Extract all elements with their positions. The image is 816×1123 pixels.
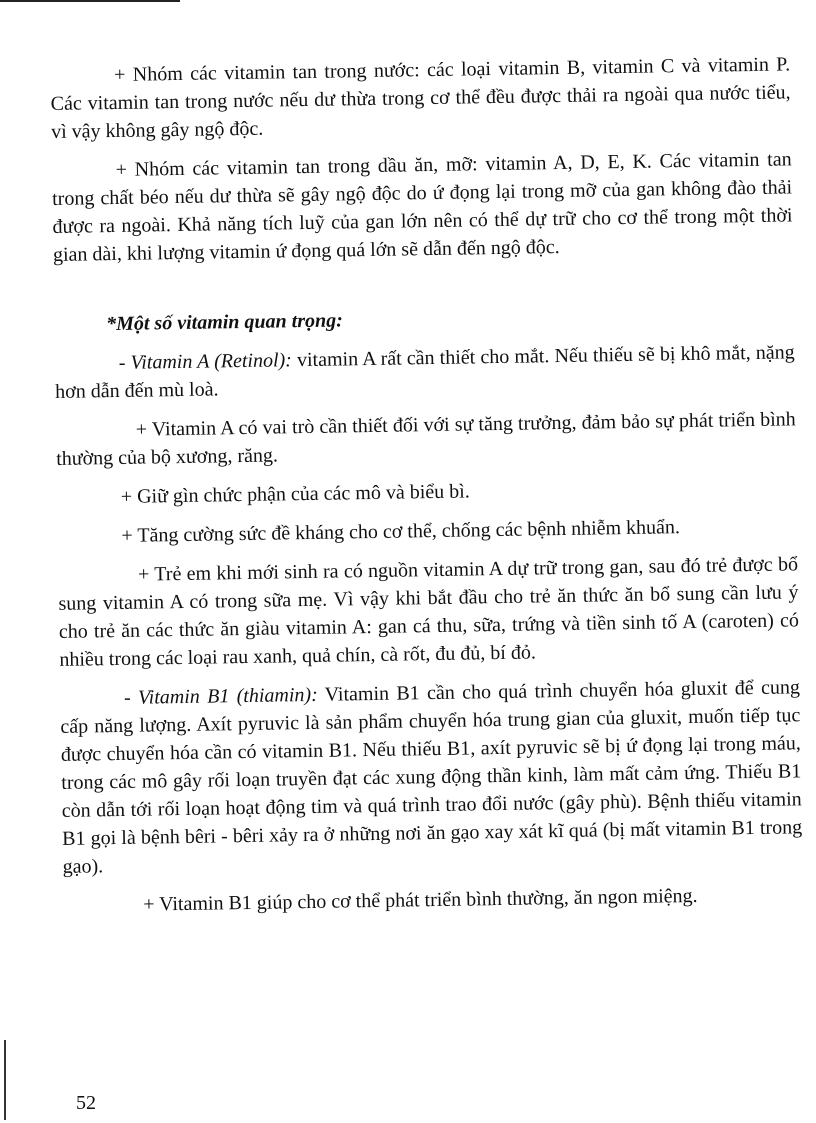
top-scan-edge (0, 0, 180, 2)
page-number: 52 (76, 1092, 96, 1114)
paragraph-fat-soluble: + Nhóm các vitamin tan trong dầu ăn, mỡ: vitamin A, D, E, K. Các vitamin tan trong chất béo nếu dư thừa sẽ gây ngộ độc do ứ đọng lại trong mỡ của gan không đào thải được ra ngoài. Khả năng tích luỹ của gan lớn nên có thể dự trữ cho cơ thể trong một thời gian dài, khi lượng vitamin ứ đọng quá lớn sẽ dẫn đến ngộ độc. (51, 148, 793, 266)
vitamin-b1-intro (60, 673, 803, 881)
vitamin-b1-point: + Vitamin B1 giúp cho cơ thể phát triển bình thường, ăn ngon miệng. (143, 884, 698, 916)
vitamin-a-text: vitamin A rất cần thiết cho mắt. Nếu thiếu sẽ bị khô mắt, nặng hơn dẫn đến mù loà. (55, 341, 795, 403)
vitamin-a-point: + Vitamin A có vai trò cần thiết đối với sự tăng trưởng, đảm bảo sự phát triển bình thường của bộ xương, răng. (56, 408, 796, 470)
left-scan-edge (4, 1040, 6, 1120)
section-heading: *Một số vitamin quan trọng: (105, 309, 343, 336)
vitamin-a-lead: - Vitamin A (Retinol): (118, 349, 293, 374)
paragraph-water-soluble: + Nhóm các vitamin tan trong nước: các loại vitamin B, vitamin C và vitamin P. Các vitamin tan trong nước nếu dư thừa trong cơ thể đều được thải ra ngoài qua nước tiểu, vì vậy không gây ngộ độc. (50, 53, 791, 143)
vitamin-a-intro (55, 338, 796, 406)
vitamin-b1-lead: - Vitamin B1 (thiamin): (123, 683, 318, 709)
page-body (50, 50, 803, 920)
vitamin-a-point: + Tăng cường sức đề kháng cho cơ thể, chống các bệnh nhiễm khuẩn. (121, 516, 681, 547)
vitamin-a-point: + Giữ gìn chức phận của các mô và biểu bì. (120, 480, 470, 508)
vitamin-b1-text: Vitamin B1 cần cho quá trình chuyển hóa gluxit để cung cấp năng lượng. Axít pyruvic là sản phẩm chuyển hóa trung gian của gluxit, muốn tiếp tục được chuyển hóa cần có vitamin B1. Nếu thiếu B1, axít pyruvic sẽ bị ứ đọng lại trong máu, trong các mô gây rối loạn truyền đạt các xung động thần kinh, làm mất cảm ứng. Thiếu B1 còn dẫn tới rối loạn hoạt động tim và quá trình trao đổi nước (gây phù). Bệnh thiếu vitamin B1 gọi là bệnh bêri - bêri xảy ra ở những nơi ăn gạo xay xát kĩ quá (bị mất vitamin B1 trong gạo). (60, 676, 803, 878)
vitamin-a-point: + Trẻ em khi mới sinh ra có nguồn vitamin A dự trữ trong gan, sau đó trẻ được bổ sung vitamin A có trong sữa mẹ. Vì vậy khi bắt đầu cho trẻ ăn thức ăn bổ sung cần lưu ý cho trẻ ăn các thức ăn giàu vitamin A: gan cá thu, sữa, trứng và tiền sinh tố A (caroten) có nhiều trong các loại rau xanh, quả chín, cà rốt, đu đủ, bí đỏ. (58, 553, 800, 671)
